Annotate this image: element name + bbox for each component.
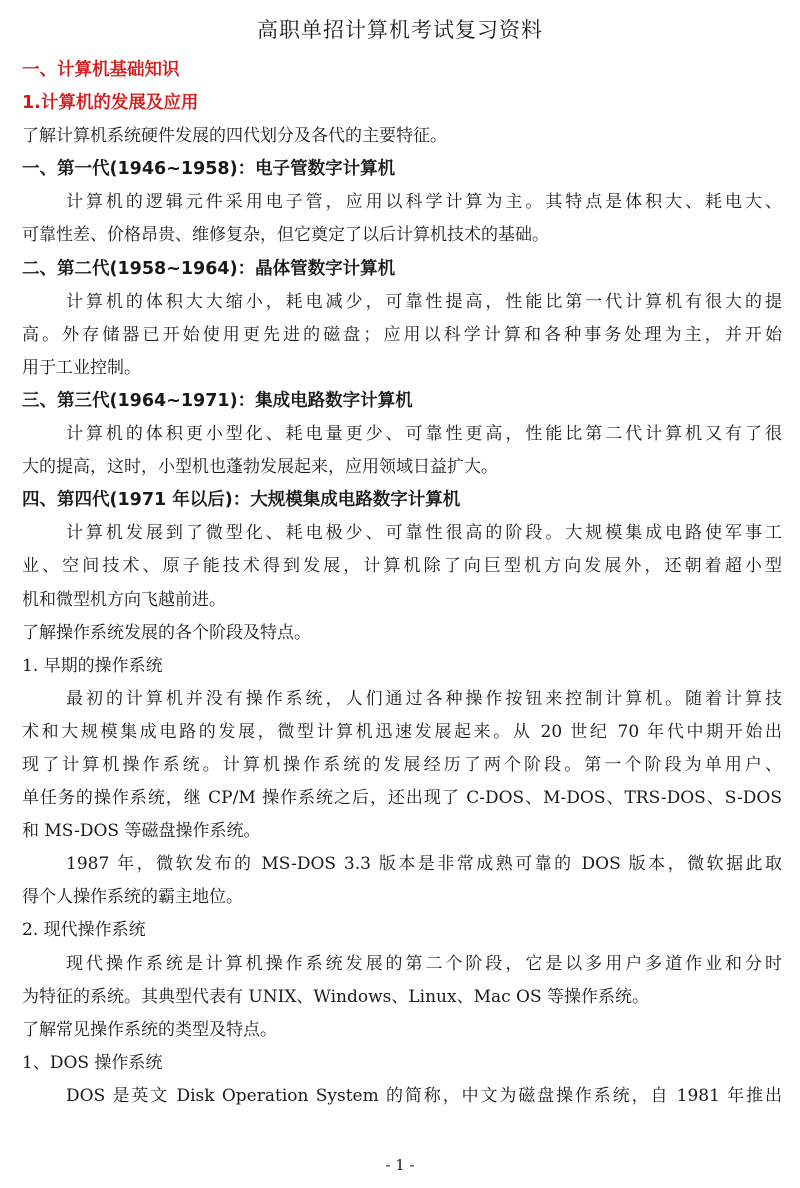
text-line: 大的提高，这时，小型机也蓬勃发展起来，应用领域日益扩大。 [22,457,498,478]
paragraph-first-line: 计算机发展到了微型化、耗电极少、可靠性很高的阶段。大规模集成电路使军事工 [66,523,782,544]
text-line: 用于工业控制。 [22,357,141,378]
page-number: - 1 - [385,1156,415,1174]
text-line: 业、空间技术、原子能技术得到发展，计算机除了向巨型机方向发展外，还朝着超小型 [22,556,782,577]
text-line: 术和大规模集成电路的发展，微型计算机迅速发展起来。从 20 世纪 70 年代中期开始出 [22,721,782,742]
paragraph-first-line: 计算机的体积更小型化、耗电量更少、可靠性更高，性能比第二代计算机又有了很 [66,424,782,445]
text-line: 1. 早期的操作系统 [22,655,163,676]
section-heading: 一、计算机基础知识 [22,60,180,80]
section-heading: 1.计算机的发展及应用 [22,93,199,114]
paragraph-first-line: 1987 年，微软发布的 MS-DOS 3.3 版本是非常成熟可靠的 DOS 版本，微软据此取 [66,854,782,875]
paragraph-first-line: 计算机的逻辑元件采用电子管，应用以科学计算为主。其特点是体积大、耗电大、 [66,192,782,213]
text-line: 1、DOS 操作系统 [22,1052,163,1073]
paragraph-first-line: DOS 是英文 Disk Operation System 的简称，中文为磁盘操作系统，自 1981 年推出 [66,1085,782,1106]
paragraph-first-line: 最初的计算机并没有操作系统，人们通过各种操作按钮来控制计算机。随着计算技 [66,688,782,709]
text-line: 机和微型机方向飞越前进。 [22,589,226,610]
text-line: 了解常见操作系统的类型及特点。 [22,1019,277,1040]
document-body [22,54,782,1113]
document-title: 高职单招计算机考试复习资料 [257,18,543,42]
text-line: 可靠性差、价格昂贵、维修复杂，但它奠定了以后计算机技术的基础。 [22,225,549,246]
text-line: 2. 现代操作系统 [22,920,146,941]
text-line: 了解计算机系统硬件发展的四代划分及各代的主要特征。 [22,126,447,147]
text-line: 和 MS-DOS 等磁盘操作系统。 [22,821,261,842]
subsection-heading: 一、第一代(1946~1958)：电子管数字计算机 [22,159,396,180]
paragraph-first-line: 现代操作系统是计算机操作系统发展的第二个阶段，它是以多用户多道作业和分时 [66,953,782,974]
text-line: 单任务的操作系统，继 CP/M 操作系统之后，还出现了 C-DOS、M-DOS、TRS-DOS、S-DOS [22,788,782,809]
text-line: 高。外存储器已开始使用更先进的磁盘；应用以科学计算和各种事务处理为主，并开始 [22,324,782,345]
subsection-heading: 四、第四代(1971 年以后)：大规模集成电路数字计算机 [22,490,461,511]
subsection-heading: 二、第二代(1958~1964)：晶体管数字计算机 [22,258,396,279]
text-line: 了解操作系统发展的各个阶段及特点。 [22,622,311,643]
text-line: 为特征的系统。其典型代表有 UNIX、Windows、Linux、Mac OS 等操作系统。 [22,986,650,1007]
paragraph-first-line: 计算机的体积大大缩小，耗电减少，可靠性提高，性能比第一代计算机有很大的提 [66,291,782,312]
subsection-heading: 三、第三代(1964~1971)：集成电路数字计算机 [22,390,413,411]
text-line: 得个人操作系统的霸主地位。 [22,887,243,908]
text-line: 现了计算机操作系统。计算机操作系统的发展经历了两个阶段。第一个阶段为单用户、 [22,754,782,775]
